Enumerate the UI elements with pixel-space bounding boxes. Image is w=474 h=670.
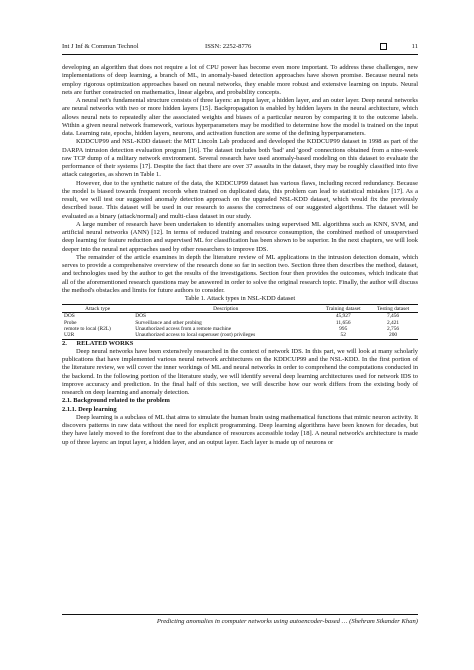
journal-name: Int J Inf & Commun Technol xyxy=(62,43,139,50)
paragraph: developing an algorithm that does not require a lot of CPU power has become even more important. To address these challenges, new implementations of deep learning, a branch of ML, in anomaly-based detection approaches have shown promise. Because neural nets employ rigorous optimization approaches based on neural networks, they enable more robust and extensive learning on inputs. Neural nets are further constructed on mathematics, linear algebra, and probability concepts. xyxy=(62,64,418,96)
table-cell: DOS xyxy=(64,313,75,320)
table-cell: DOS xyxy=(135,313,146,320)
page-number: 11 xyxy=(411,43,418,50)
table-row xyxy=(62,332,418,339)
table-cell: Unauthorized access to local superuser (root) privileges xyxy=(133,332,318,339)
table-cell: 995 xyxy=(339,325,348,332)
paragraph: Deep neural networks have been extensively researched in the context of network IDS. In this part, we will look at many scholarly publications that have implemented various neural network architectures on the KDDCUP99 and the NSL-KDD. In the first portion of the literature review, we will cover the inner workings of ML and neural networks in order to comprehend the computations conducted in the backend. In the following portion of the literature study, we will identify several deep learning architectures used for network IDS to improve accuracy and prediction. In the final half of this section, we will describe how our work differs from the existing body of research on deep learning and anomaly detection. xyxy=(62,347,418,397)
section-heading: 2. RELATED WORKS xyxy=(62,339,134,347)
table-header-row xyxy=(62,305,418,313)
paragraph: A neural net's fundamental structure consists of three layers: an input layer, a hidden layer, and an outer layer. Deep neural networks are neural networks with two or more hidden layers [15]. Backpropagation is enabled by hidden layers in the neural architecture, which allows neural nets to repeatedly alter the associated weights and biases of a particular neuron by comparing it to the outcome labels. Within a given neural network framework, various hyperparameters may be modified to determine how the model is trained on the input data. Learning rate, epochs, hidden layers, neurons, and activation function are some of the defining hyperparameters. xyxy=(62,97,418,137)
table-cell: 45,927 xyxy=(335,313,351,320)
paragraph: Deep learning is a subclass of ML that aims to simulate the human brain using mathematical functions that mimic neuron activity. It discovers patterns in raw data without the need for explicit programming. Deep learning algorithms have been known for decades, but they have lately moved to the forefront due to the abundance of resources accessible today [18]. A neural network's architecture is made up of three layers: an input layer, a hidden layer, and an output layer. Each layer is made up of neurons or xyxy=(62,413,418,446)
column-header: Attack type xyxy=(62,305,133,313)
paragraph: A large number of research have been undertaken to identify anomalies using supervised ML algorithms such as KNN, SVM, and artificial neural networks (ANN) [12]. In terms of reduced training and resource consumption, the combined method of unsupervised deep learning for feature reduction and supervised ML for classification has been shown to be superior. In the next chapters, we will look deeper into the neural net approaches used by other researchers to improve IDS. xyxy=(62,220,418,253)
issn: ISSN: 2252-8776 xyxy=(205,43,252,50)
column-header: Description xyxy=(133,305,318,313)
paragraph: However, due to the synthetic nature of the data, the KDDCUP99 dataset has various flaws, including record redundancy. Because the model is biased towards frequent records when trained on duplicated data, this problem can lead to statistical mistakes [17]. As a result, we will test our suggested anomaly detection approach on the upgraded NSL-KDD dataset, which would fix the previously described issue. This dataset will be used in our research to assess the correctness of our suggested algorithms. The dataset will be evaluated as a binary (attack/normal) and multi-class dataset in our study. xyxy=(62,179,418,220)
column-header: Training dataset xyxy=(318,305,368,313)
table-cell: U2R xyxy=(62,332,133,339)
subsubsection-heading: 2.1.1. Deep learning xyxy=(62,405,117,413)
table-cell: 2,756 xyxy=(387,325,400,332)
footer-rule xyxy=(62,614,418,615)
page-body xyxy=(62,64,418,447)
paragraph: The remainder of the article examines in depth the literature review of ML applications in the intrusion detection domain, which serves to provide a comprehensive overview of the research done so far in section two. Section three then describes the method, dataset, and technologies used by the author to get the results of the investigations. Section four then provides the outcomes, which indicate that all of the aforementioned research questions may be answered in order to solve the original research topic. Finally, the author will discuss the method's obstacles and limits for future authors to consider. xyxy=(62,253,418,294)
table-cell: Unauthorized access from a remote machine xyxy=(135,325,232,332)
table-cell: Surveillance and other probing xyxy=(135,319,202,326)
table-cell: 11,656 xyxy=(335,319,351,326)
attack-types-table xyxy=(62,304,418,339)
table-row xyxy=(62,313,418,320)
paragraph: KDDCUP99 and NSL-KDD dataset: the MIT Lincoln Lab produced and developed the KDDCUP99 dataset in 1998 as part of the DARPA intrusion detection evaluation program [16]. The dataset includes both 'bad' and 'good' connections obtained from a nine-week raw TCP dump of a military network environment. Several research have used anomaly-based modeling on this dataset to evaluate the performance of their systems [17]. Despite the fact that there are over 37 assaults in the dataset, they may be roughly classified into five attack categories, as shown in Table 1. xyxy=(62,138,418,179)
table-cell: 52 xyxy=(318,332,368,339)
running-footer: Predicting anomalies in computer networks using autoencoder-based … (Shehram Sikander Khan) xyxy=(156,618,418,625)
header-rule xyxy=(62,54,418,55)
table-cell: remote to local (R2L) xyxy=(64,325,111,332)
table-cell: 200 xyxy=(368,332,418,339)
column-header: Testing dataset xyxy=(368,305,418,313)
table-cell: 2,421 xyxy=(387,319,400,326)
subsection-heading: 2.1. Background related to the problem xyxy=(62,397,170,405)
table-cell: Probe xyxy=(64,319,77,326)
table-caption: Table 1. Attack types in NSL-KDD dataset xyxy=(184,295,296,302)
table-cell: 7,456 xyxy=(387,313,400,320)
square-icon xyxy=(380,43,387,50)
